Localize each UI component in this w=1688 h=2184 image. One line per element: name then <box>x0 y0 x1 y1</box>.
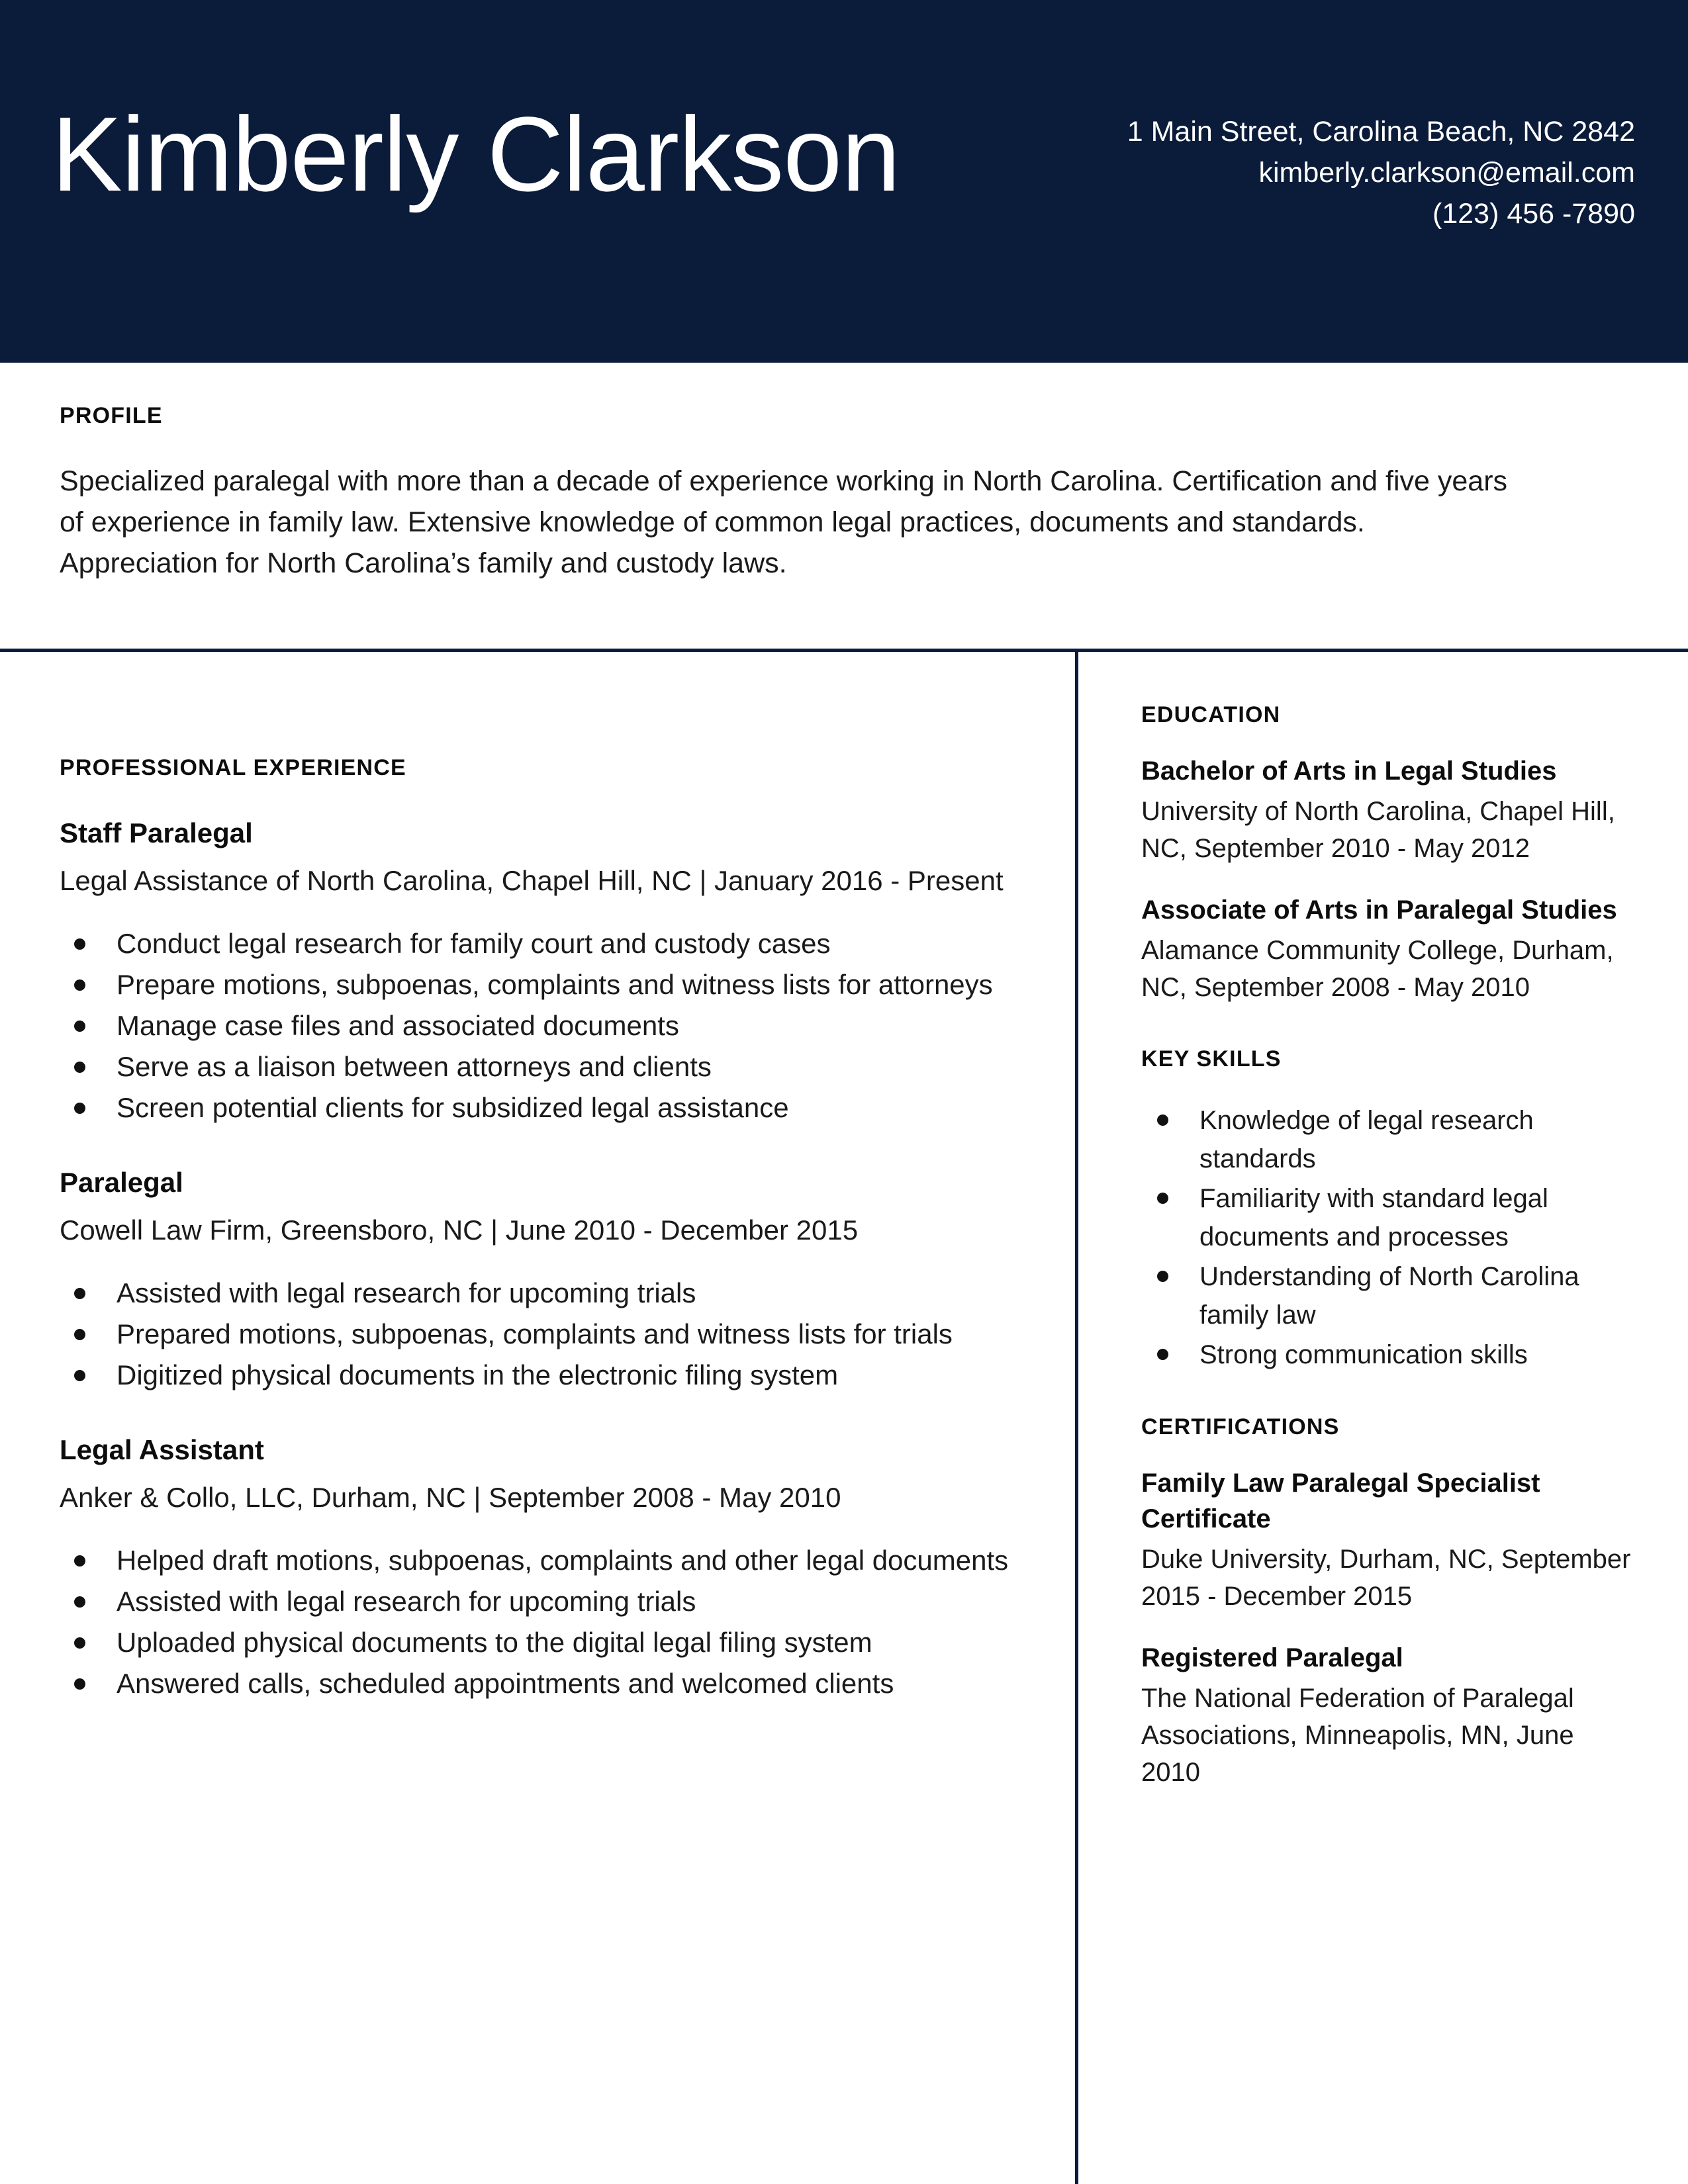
experience-entry <box>60 1432 1026 1704</box>
education-details: Alamance Community College, Durham, NC, September 2008 - May 2010 <box>1141 936 1614 1002</box>
job-title: Staff Paralegal <box>60 817 253 848</box>
key-skill-item: Knowledge of legal research standards <box>1141 1101 1631 1178</box>
profile-summary-text: Specialized paralegal with more than a decade of experience working in North Carolina. Certification and five years of experience in family law. Extensive knowledge of common legal practices, documents and standards. Appreciation for North Carolina’s family and custody laws. <box>60 465 1508 579</box>
key-skills-heading: KEY SKILLS <box>1141 1046 1282 1071</box>
certification-details: Duke University, Durham, NC, September 2015 - December 2015 <box>1141 1545 1631 1611</box>
job-bullet-list <box>60 1541 1026 1704</box>
profile-heading: PROFILE <box>60 403 163 428</box>
job-title: Paralegal <box>60 1167 183 1198</box>
job-bullet: Assisted with legal research for upcoming trials <box>60 1582 1026 1621</box>
certifications-heading: CERTIFICATIONS <box>1141 1414 1340 1439</box>
key-skills-section <box>1141 1046 1631 1374</box>
job-meta: Anker & Collo, LLC, Durham, NC | September 2008 - May 2010 <box>60 1482 841 1513</box>
certification-name: Family Law Paralegal Specialist Certificate <box>1141 1469 1540 1533</box>
job-bullet: Helped draft motions, subpoenas, complaints and other legal documents <box>60 1541 1026 1580</box>
sidebar-column <box>1141 702 1631 1794</box>
education-heading: EDUCATION <box>1141 702 1281 727</box>
job-bullet: Conduct legal research for family court and custody cases <box>60 924 1026 964</box>
job-bullet: Prepare motions, subpoenas, complaints and witness lists for attorneys <box>60 965 1026 1005</box>
contact-info-block <box>1127 111 1635 234</box>
education-section <box>1141 702 1631 1006</box>
certification-entry <box>1141 1465 1631 1615</box>
experience-entry <box>60 815 1026 1128</box>
job-bullet: Assisted with legal research for upcoming trials <box>60 1273 1026 1313</box>
job-meta: Legal Assistance of North Carolina, Chapel Hill, NC | January 2016 - Present <box>60 865 1004 896</box>
contact-phone: (123) 456 -7890 <box>1432 198 1635 230</box>
horizontal-divider <box>0 649 1688 652</box>
key-skills-list <box>1141 1101 1631 1374</box>
resume-header-banner <box>0 0 1688 363</box>
certification-name: Registered Paralegal <box>1141 1643 1403 1672</box>
key-skill-item: Understanding of North Carolina family law <box>1141 1257 1631 1334</box>
education-entry <box>1141 753 1631 867</box>
education-degree: Associate of Arts in Paralegal Studies <box>1141 895 1617 925</box>
education-details: University of North Carolina, Chapel Hill, NC, September 2010 - May 2012 <box>1141 797 1615 863</box>
job-meta: Cowell Law Firm, Greensboro, NC | June 2010 - December 2015 <box>60 1214 859 1246</box>
candidate-name: Kimberly Clarkson <box>52 95 900 213</box>
key-skill-item: Strong communication skills <box>1141 1336 1631 1374</box>
key-skill-item: Familiarity with standard legal documents and processes <box>1141 1179 1631 1256</box>
job-bullet: Serve as a liaison between attorneys and clients <box>60 1047 1026 1087</box>
education-degree: Bachelor of Arts in Legal Studies <box>1141 756 1557 786</box>
profile-section <box>60 402 1582 584</box>
experience-heading: PROFESSIONAL EXPERIENCE <box>60 755 406 780</box>
certifications-section <box>1141 1414 1631 1791</box>
contact-address: 1 Main Street, Carolina Beach, NC 2842 <box>1127 116 1635 148</box>
education-entry <box>1141 892 1631 1006</box>
job-title: Legal Assistant <box>60 1434 264 1465</box>
contact-email[interactable]: kimberly.clarkson@email.com <box>1258 157 1635 189</box>
certification-entry <box>1141 1640 1631 1791</box>
job-bullet-list <box>60 1273 1026 1395</box>
experience-column <box>60 754 1026 1705</box>
certification-details: The National Federation of Paralegal Associations, Minneapolis, MN, June 2010 <box>1141 1684 1574 1787</box>
job-bullet: Answered calls, scheduled appointments and welcomed clients <box>60 1664 1026 1704</box>
job-bullet: Digitized physical documents in the electronic filing system <box>60 1355 1026 1395</box>
vertical-divider <box>1075 652 1078 2184</box>
job-bullet: Manage case files and associated documents <box>60 1006 1026 1046</box>
experience-entry <box>60 1165 1026 1395</box>
job-bullet: Screen potential clients for subsidized legal assistance <box>60 1088 1026 1128</box>
job-bullet: Prepared motions, subpoenas, complaints and witness lists for trials <box>60 1314 1026 1354</box>
job-bullet: Uploaded physical documents to the digital legal filing system <box>60 1623 1026 1662</box>
job-bullet-list <box>60 924 1026 1128</box>
